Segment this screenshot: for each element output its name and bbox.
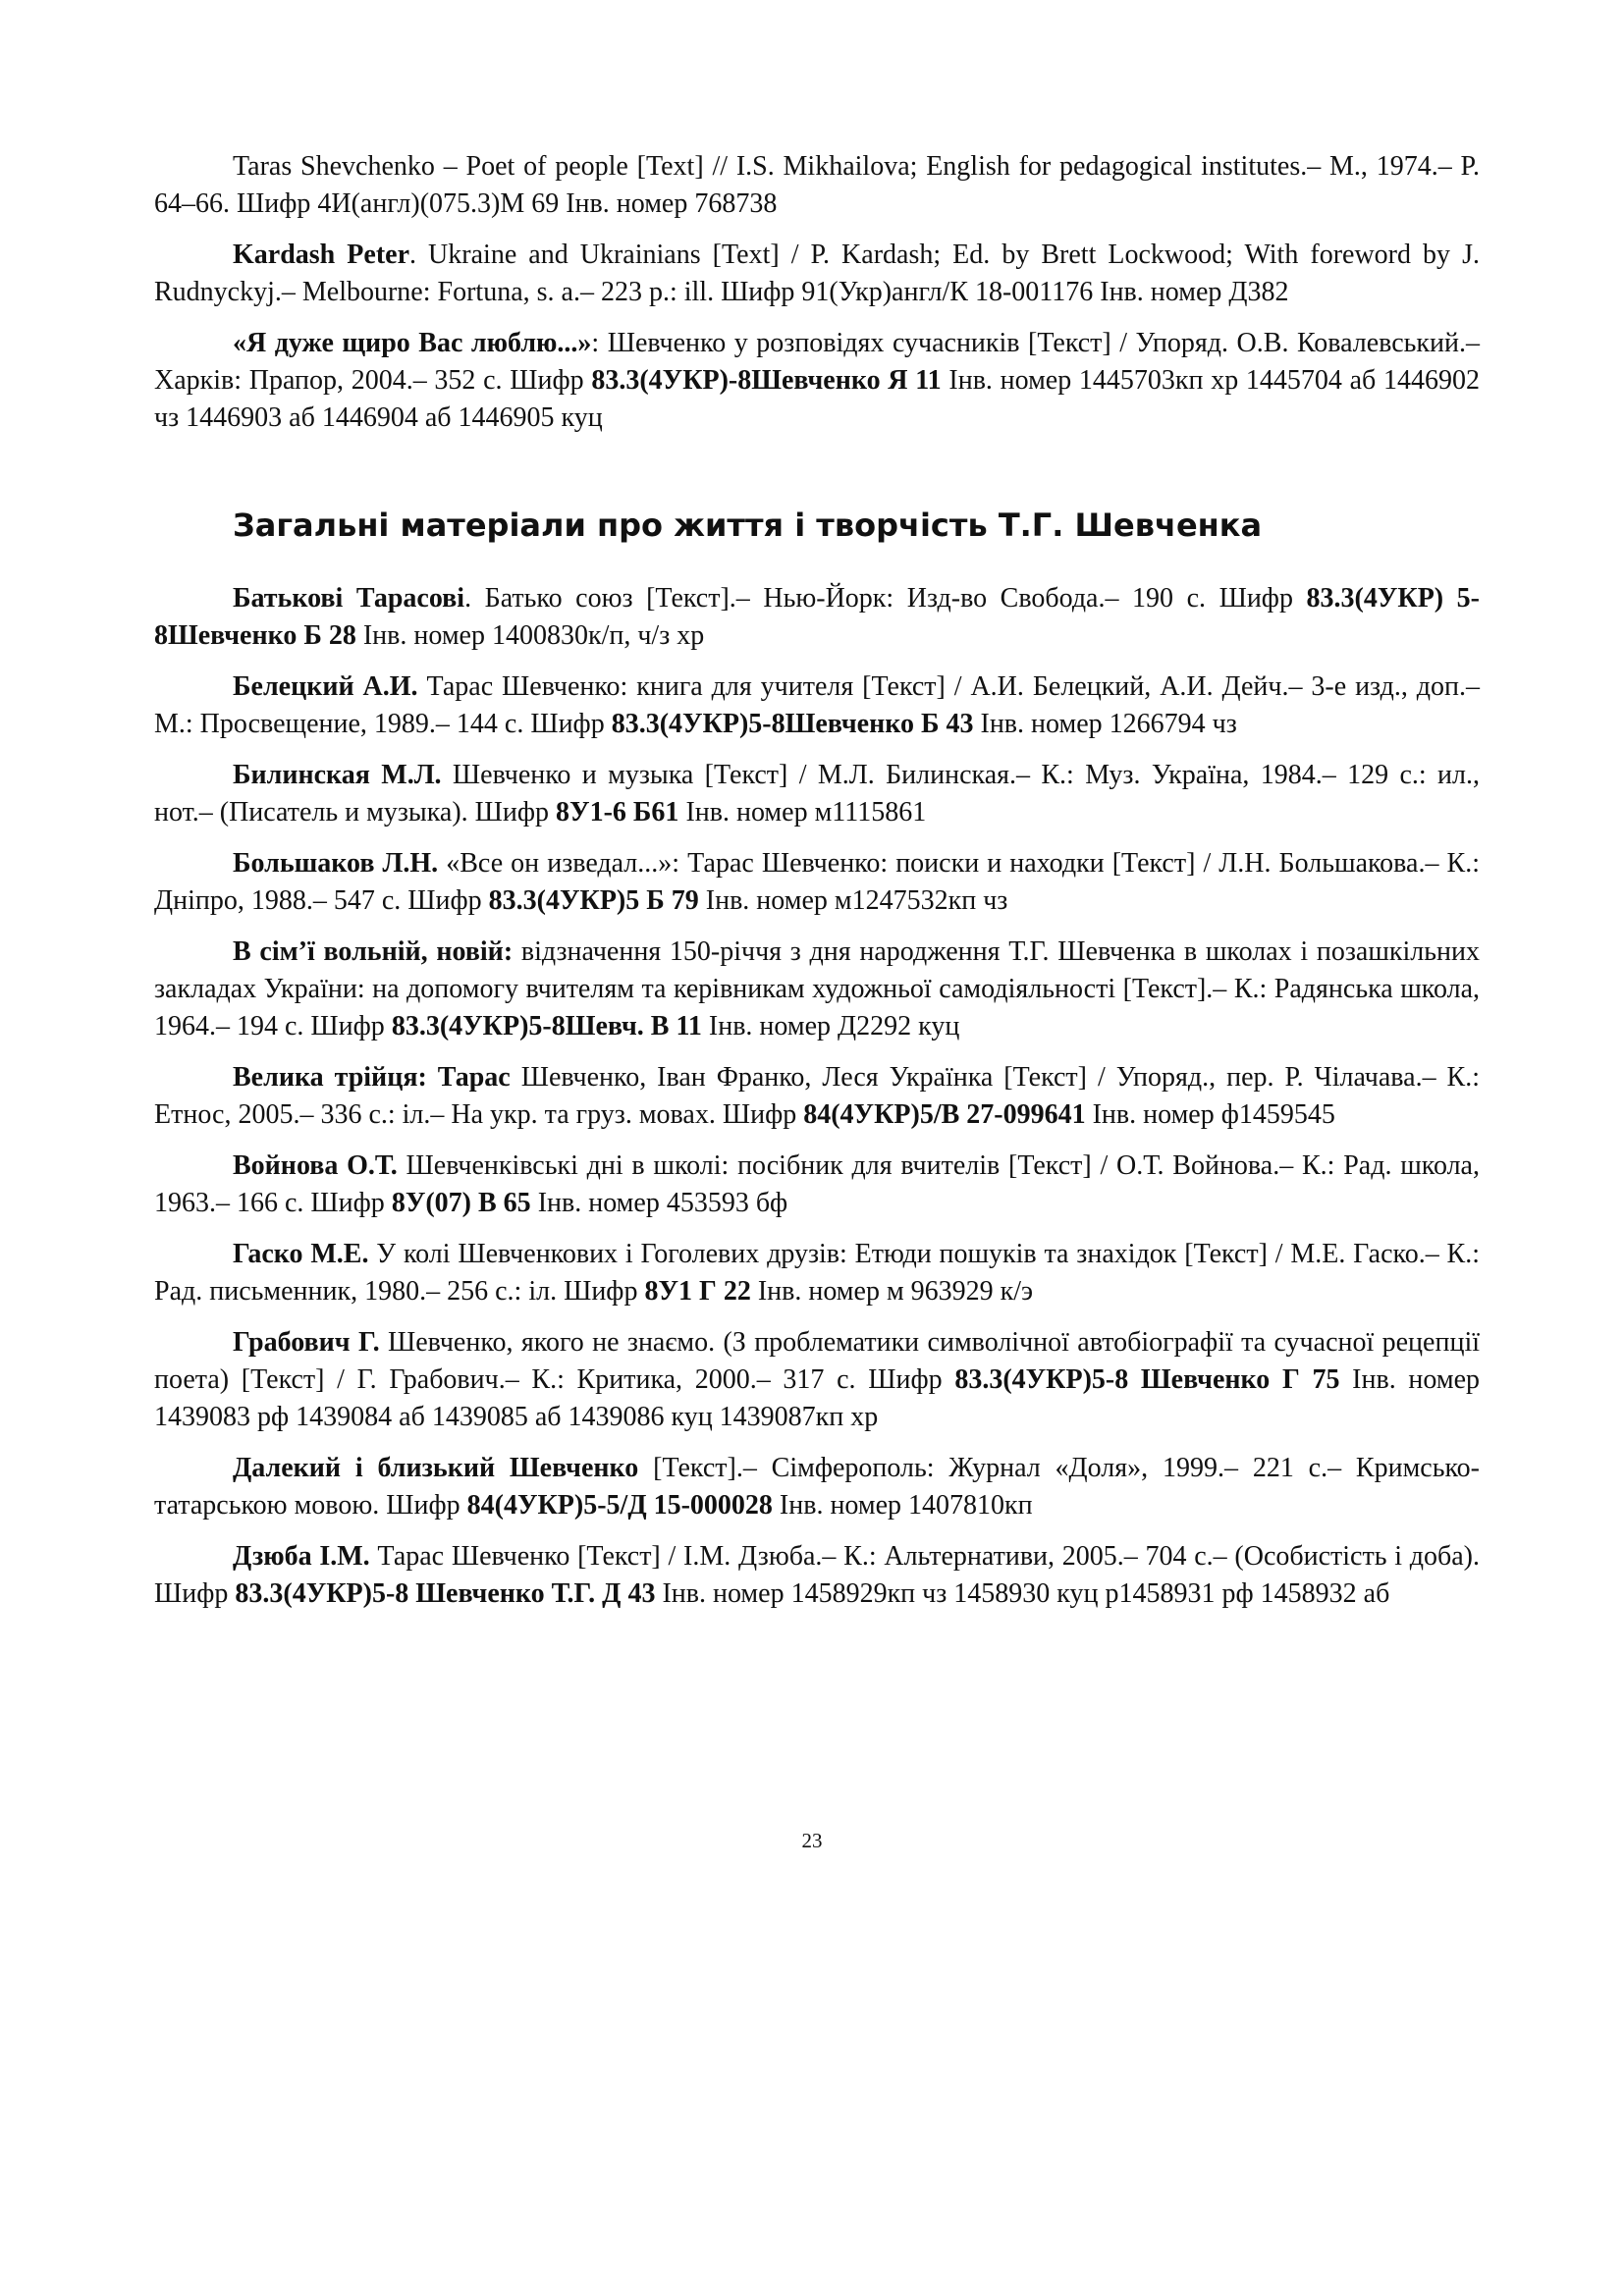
top-entries	[154, 148, 1480, 437]
bibliography-entry	[154, 1148, 1480, 1222]
entry-bold-text: Белецкий А.И.	[233, 671, 418, 702]
bibliography-entry	[154, 237, 1480, 311]
entry-text: Інв. номер 1400830к/п, ч/з хр	[355, 620, 705, 651]
bibliography-entry	[154, 845, 1480, 920]
entry-bold-text: Далекий і близький Шевченко	[233, 1453, 639, 1483]
entry-text: Тарас Шевченко [Текст] / І.М. Дзюба.– К.: Альтернативи, 2005.– 704 с.– (Особистість і доба). Шифр	[154, 1541, 1480, 1609]
entry-text: Інв. номер м 963929 к/э	[750, 1276, 1034, 1307]
entry-bold-text: 8У1-6 Б61	[556, 797, 679, 828]
bibliography-entry	[154, 757, 1480, 831]
page-content	[154, 148, 1480, 1627]
entry-text: [Текст].– Сімферополь: Журнал «Доля», 1999.– 221 с.– Кримсько-татарською мовою. Шифр	[154, 1453, 1480, 1521]
entry-bold-text: 83.3(4УКР)5-8Шевченко Б 43	[611, 709, 974, 739]
entry-bold-text: 8У(07) В 65	[391, 1188, 531, 1218]
bibliography-entry	[154, 934, 1480, 1045]
entry-bold-text: 83.3(4УКР)5-8Шевч. В 11	[391, 1011, 702, 1041]
entry-text: «Все он изведал...»: Тарас Шевченко: поиски и находки [Текст] / Л.Н. Большакова.– К.: Дніпро, 1988.– 547 с. Шифр	[154, 848, 1480, 916]
entry-text: Інв. номер Д2292 куц	[701, 1011, 960, 1041]
entry-bold-text: Батькові Тарасові	[233, 583, 465, 614]
bibliography-list	[154, 580, 1480, 1613]
section-title: Загальні матеріали про життя і творчість Т.Г. Шевченка	[233, 507, 1263, 544]
bibliography-entry	[154, 1538, 1480, 1613]
entry-text: Інв. номер ф1459545	[1085, 1099, 1335, 1130]
entry-text: Тарас Шевченко: книга для учителя [Текст] / А.И. Белецкий, А.И. Дейч.– 3-е изд., доп.– М.: Просвещение, 1989.– 144 с. Шифр	[154, 671, 1480, 739]
entry-text: Taras Shevchenko – Poet of people [Text] // I.S. Mikhailova; English for pedagogical institutes.– M., 1974.– P. 64–66. Шифр 4И(англ)(075.3)М 69 Інв. номер 768738	[154, 151, 1480, 219]
entry-bold-text: 83.3(4УКР)5 Б 79	[488, 885, 699, 916]
entry-text: . Ukraine and Ukrainians [Text] / P. Kardash; Ed. by Brett Lockwood; With foreword by J. Rudnyckyj.– Melbourne: Fortuna, s. a.– 223 p.: ill. Шифр 91(Укр)англ/К 18-001176 Інв. номер Д382	[154, 240, 1480, 307]
entry-text: : Шевченко у розповідях сучасників [Текст] / Упоряд. О.В. Ковалевський.– Харків: Прапор, 2004.– 352 с. Шифр	[154, 328, 1480, 396]
entry-bold-text: Дзюба І.М.	[233, 1541, 370, 1572]
bibliography-entry	[154, 668, 1480, 743]
entry-text: Інв. номер 453593 бф	[530, 1188, 788, 1218]
bibliography-entry	[154, 1236, 1480, 1310]
entry-bold-text: Войнова О.Т.	[233, 1150, 398, 1181]
entry-bold-text: Гаско М.Е.	[233, 1239, 369, 1269]
entry-bold-text: «Я дуже щиро Вас люблю...»	[233, 328, 592, 358]
bibliography-entry	[154, 1059, 1480, 1134]
bibliography-entry	[154, 580, 1480, 655]
bibliography-entry	[154, 1324, 1480, 1436]
entry-text: Шевченко, Іван Франко, Леся Українка [Текст] / Упоряд., пер. Р. Чілачава.– К.: Етнос, 2005.– 336 с.: іл.– На укр. та груз. мовах. Шифр	[154, 1062, 1480, 1130]
entry-bold-text: В сім’ї вольній, новій:	[233, 936, 514, 967]
entry-bold-text: 83.3(4УКР)5-8 Шевченко Т.Г. Д 43	[235, 1578, 656, 1609]
entry-bold-text: 84(4УКР)5/В 27-099641	[803, 1099, 1086, 1130]
bibliography-entry	[154, 148, 1480, 223]
entry-text: Інв. номер 1439083 рф 1439084 аб 1439085 аб 1439086 куц 1439087кп хр	[154, 1364, 1480, 1432]
entry-bold-text: Kardash Peter	[233, 240, 410, 270]
entry-text: Шевченко и музыка [Текст] / М.Л. Билинская.– К.: Муз. Україна, 1984.– 129 с.: ил., нот.– (Писатель и музыка). Шифр	[154, 760, 1480, 828]
entry-text: Інв. номер м1115861	[678, 797, 927, 828]
entry-text: Інв. номер 1266794 чз	[973, 709, 1237, 739]
entry-bold-text: 84(4УКР)5-5/Д 15-000028	[466, 1490, 773, 1521]
entry-text: Інв. номер 1458929кп чз 1458930 куц р1458931 рф 1458932 аб	[655, 1578, 1390, 1609]
entry-text: відзначення 150-річчя з дня народження Т.Г. Шевченка в школах і позашкільних закладах України: на допомогу вчителям та керівникам художньої самодіяльності [Текст].– К.: Радянська школа, 1964.– 194 с. Шифр	[154, 936, 1480, 1041]
entry-bold-text: Билинская М.Л.	[233, 760, 442, 790]
page-number: 23	[801, 1829, 823, 1852]
entry-bold-text: Велика трійця: Тарас	[233, 1062, 511, 1093]
entry-bold-text: Грабович Г.	[233, 1327, 380, 1358]
entry-text: Інв. номер 1445703кп хр 1445704 аб 1446902 чз 1446903 аб 1446904 аб 1446905 куц	[154, 365, 1480, 433]
bibliography-entry	[154, 1450, 1480, 1524]
entry-text: . Батько союз [Текст].– Нью-Йорк: Изд-во Свобода.– 190 с. Шифр	[464, 583, 1307, 614]
entry-text: Інв. номер м1247532кп чз	[698, 885, 1008, 916]
entry-text: Шевченківські дні в школі: посібник для вчителів [Текст] / О.Т. Войнова.– К.: Рад. школа, 1963.– 166 с. Шифр	[154, 1150, 1480, 1218]
entry-text: Інв. номер 1407810кп	[772, 1490, 1033, 1521]
entry-bold-text: 8У1 Г 22	[644, 1276, 751, 1307]
entry-text: У колі Шевченкових і Гоголевих друзів: Етюди пошуків та знахідок [Текст] / М.Е. Гаско.– К.: Рад. письменник, 1980.– 256 с.: іл. Шифр	[154, 1239, 1480, 1307]
entry-text: Шевченко, якого не знаємо. (З проблематики символічної автобіографії та сучасної рецепції поета) [Текст] / Г. Грабович.– К.: Критика, 2000.– 317 с. Шифр	[154, 1327, 1480, 1395]
bibliography-entry	[154, 325, 1480, 437]
entry-bold-text: 83.3(4УКР)-8Шевченко Я 11	[591, 365, 942, 396]
entry-bold-text: 83.3(4УКР) 5-8Шевченко Б 28	[154, 583, 1480, 651]
entry-bold-text: 83.3(4УКР)5-8 Шевченко Г 75	[954, 1364, 1340, 1395]
entry-bold-text: Большаков Л.Н.	[233, 848, 439, 879]
